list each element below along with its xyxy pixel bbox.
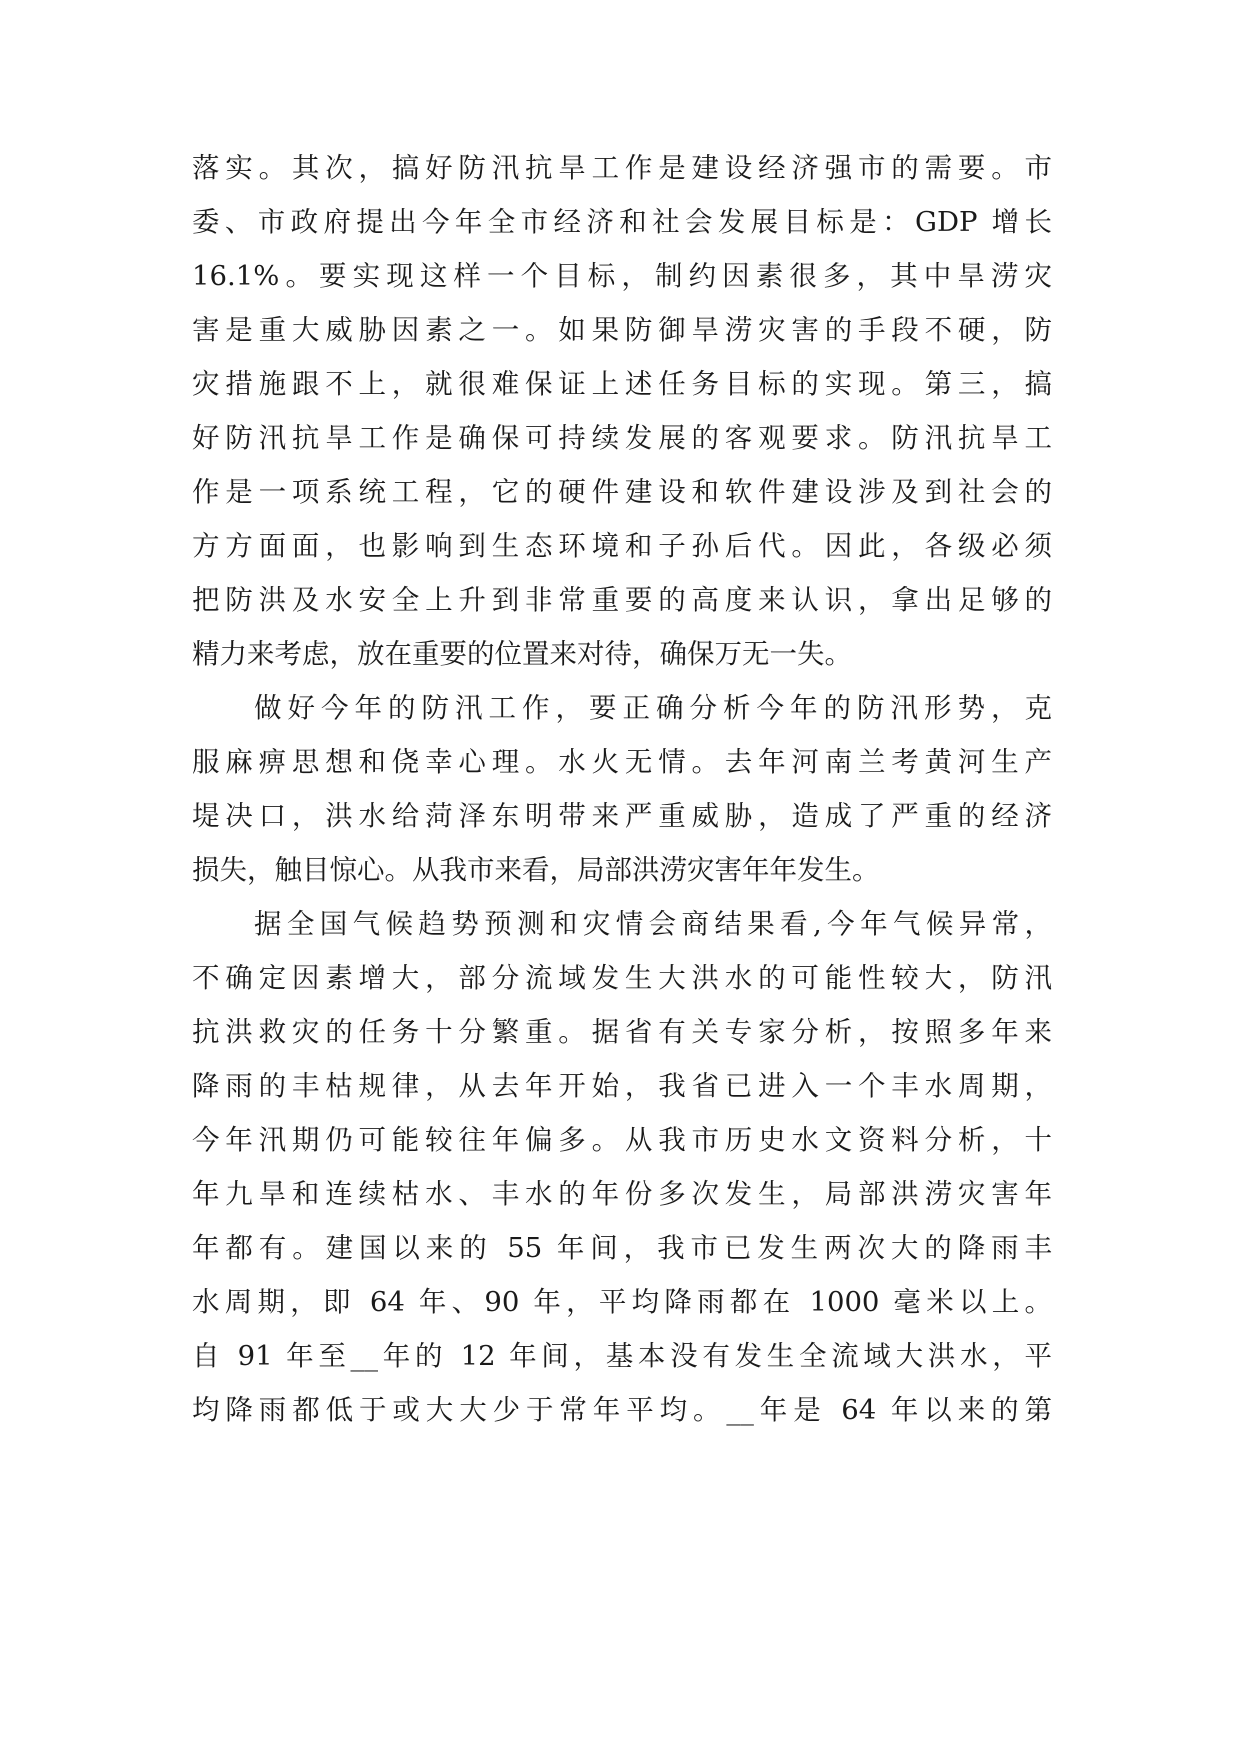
text-line: 降雨的丰枯规律，从去年开始，我省已进入一个丰水周期， — [192, 1070, 1052, 1102]
text-line: 好防汛抗旱工作是确保可持续发展的客观要求。防汛抗旱工 — [192, 422, 1052, 454]
text-line: 害是重大威胁因素之一。如果防御旱涝灾害的手段不硬，防 — [192, 314, 1052, 346]
text-line: 方方面面，也影响到生态环境和子孙后代。因此，各级必须 — [192, 530, 1052, 562]
text-line: 精力来考虑，放在重要的位置来对待，确保万无一失。 — [192, 638, 852, 670]
text-line: 服麻痹思想和侥幸心理。水火无情。去年河南兰考黄河生产 — [192, 746, 1052, 778]
text-line: 灾措施跟不上，就很难保证上述任务目标的实现。第三，搞 — [192, 368, 1052, 400]
text-line: 自 91 年至__年的 12 年间，基本没有发生全流域大洪水，平 — [192, 1340, 1052, 1372]
paragraph-first-line: 做好今年的防汛工作，要正确分析今年的防汛形势，克 — [254, 692, 1052, 724]
text-line: 堤决口，洪水给菏泽东明带来严重威胁，造成了严重的经济 — [192, 800, 1052, 832]
text-line: 年都有。建国以来的 55 年间，我市已发生两次大的降雨丰 — [192, 1232, 1052, 1264]
text-line: 作是一项系统工程，它的硬件建设和软件建设涉及到社会的 — [192, 476, 1052, 508]
text-line: 委、市政府提出今年全市经济和社会发展目标是：GDP 增长 — [192, 206, 1052, 238]
text-line: 16.1%。要实现这样一个目标，制约因素很多，其中旱涝灾 — [192, 260, 1052, 292]
text-line: 今年汛期仍可能较往年偏多。从我市历史水文资料分析，十 — [192, 1124, 1052, 1156]
text-line: 抗洪救灾的任务十分繁重。据省有关专家分析，按照多年来 — [192, 1016, 1052, 1048]
text-line: 落实。其次，搞好防汛抗旱工作是建设经济强市的需要。市 — [192, 152, 1052, 184]
paragraph-first-line: 据全国气候趋势预测和灾情会商结果看,今年气候异常， — [254, 908, 1052, 940]
text-line: 水周期，即 64 年、90 年，平均降雨都在 1000 毫米以上。 — [192, 1286, 1052, 1318]
text-line: 年九旱和连续枯水、丰水的年份多次发生，局部洪涝灾害年 — [192, 1178, 1052, 1210]
text-line: 均降雨都低于或大大少于常年平均。__年是 64 年以来的第 — [192, 1394, 1052, 1426]
text-line: 不确定因素增大，部分流域发生大洪水的可能性较大，防汛 — [192, 962, 1052, 994]
text-line: 把防洪及水安全上升到非常重要的高度来认识，拿出足够的 — [192, 584, 1052, 616]
text-line: 损失，触目惊心。从我市来看，局部洪涝灾害年年发生。 — [192, 854, 880, 886]
